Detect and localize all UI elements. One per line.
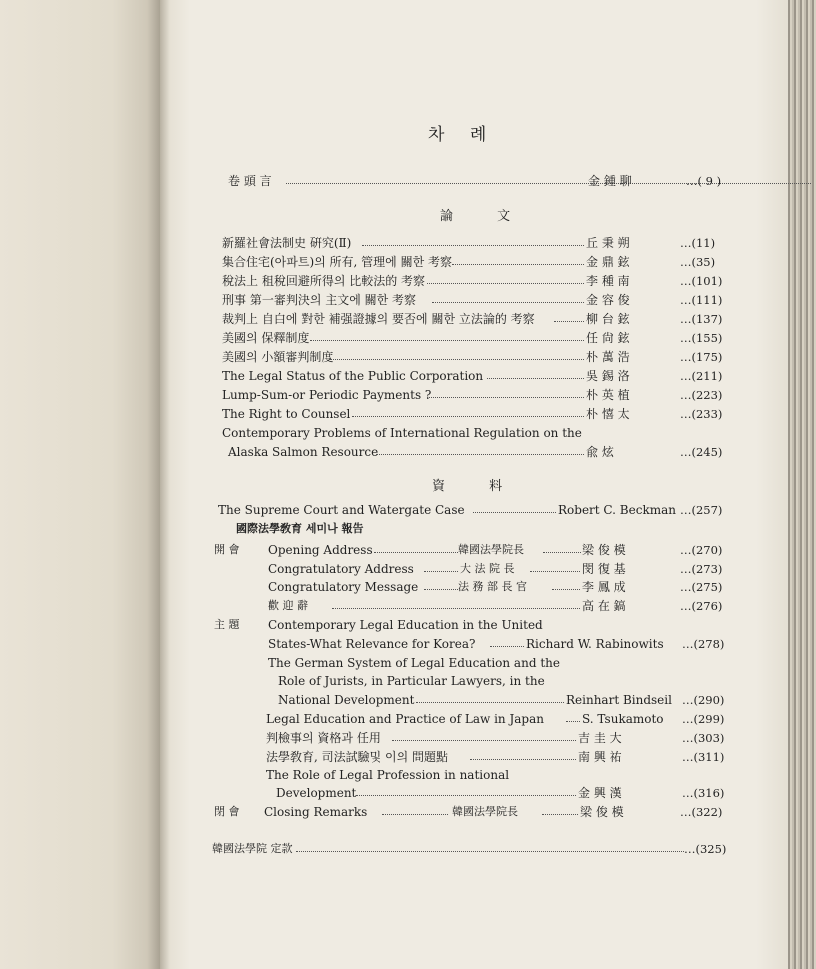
toc-entry: Congratulatory Address 大 法 院 長 閔 復 基 …(273) <box>268 562 723 576</box>
toc-entry: 稅法上 租稅回避所得의 比較法的 考察 李 種 南 …(101) <box>222 274 723 288</box>
toc-entry: 判檢事의 資格과 任用 吉 圭 大 …(303) <box>266 731 725 745</box>
toc-entry: 法學敎育, 司法試驗및 이의 問題點 南 興 祐 …(311) <box>266 750 725 764</box>
foreword-title: 卷 頭 言 <box>228 174 272 188</box>
toc-entry: The Supreme Court and Watergate Case Robert C. Beckman …(257) <box>218 503 723 517</box>
toc-entry: 裁判上 自白에 對한 補强證據의 要否에 關한 立法論的 考察 柳 台 鉉 …(137) <box>222 312 723 326</box>
toc-entry: States-What Relevance for Korea? Richard W. Rabinowits …(278) <box>268 637 725 651</box>
toc-entry: Lump-Sum-or Periodic Payments ? 朴 英 植 …(223) <box>222 388 723 402</box>
toc-entry: The Right to Counsel 朴 憘 太 …(233) <box>222 407 723 421</box>
papers-heading: 論 文 <box>440 209 531 224</box>
toc-entry: 美國의 小額審判制度 朴 萬 浩 …(175) <box>222 350 723 364</box>
toc-entry: Closing Remarks 韓國法學院長 梁 俊 模 …(322) <box>264 805 723 819</box>
toc-entry: 刑事 第一審判決의 主文에 關한 考察 金 容 俊 …(111) <box>222 293 723 307</box>
toc-entry: The Legal Status of the Public Corporation 吳 錫 洛 …(211) <box>222 369 723 383</box>
foreword-entry <box>228 172 743 190</box>
toc-entry: National Development Reinhart Bindseil …(290) <box>278 693 725 707</box>
foreword-page: …( 9 ) <box>686 174 722 188</box>
toc-entry: Development 金 興 漢 …(316) <box>276 786 725 800</box>
previous-page-edge <box>0 0 160 969</box>
page-title: 차 례 <box>428 125 497 145</box>
toc-entry: Legal Education and Practice of Law in Japan S. Tsukamoto …(299) <box>266 712 725 726</box>
toc-entry: Congratulatory Message 法 務 部 長 官 李 鳳 成 …(275) <box>268 580 723 594</box>
foreword-author: 金 鍾 聊 <box>588 174 632 188</box>
toc-entry: 韓國法學院 定款 …(325) <box>212 842 727 856</box>
toc-entry-first-line: Contemporary Problems of International Regulation on the <box>222 426 582 440</box>
materials-heading: 資 料 <box>432 479 523 494</box>
toc-entry: Alaska Salmon Resource 兪 炫 …(245) <box>228 445 723 459</box>
toc-entry: 新羅社會法制史 硏究(Ⅱ) 丘 秉 朔 …(11) <box>222 236 716 250</box>
toc-entry: Opening Address 韓國法學院長 梁 俊 模 …(270) <box>268 543 723 557</box>
toc-entry: 美國의 保釋制度 任 尙 鉉 …(155) <box>222 331 723 345</box>
page-stack-edge <box>788 0 816 969</box>
toc-entry: 集合住宅(아파트)의 所有, 管理에 關한 考察 金 鼎 鉉 …(35) <box>222 255 716 269</box>
toc-entry: 歡 迎 辭 高 在 鎬 …(276) <box>268 599 723 613</box>
